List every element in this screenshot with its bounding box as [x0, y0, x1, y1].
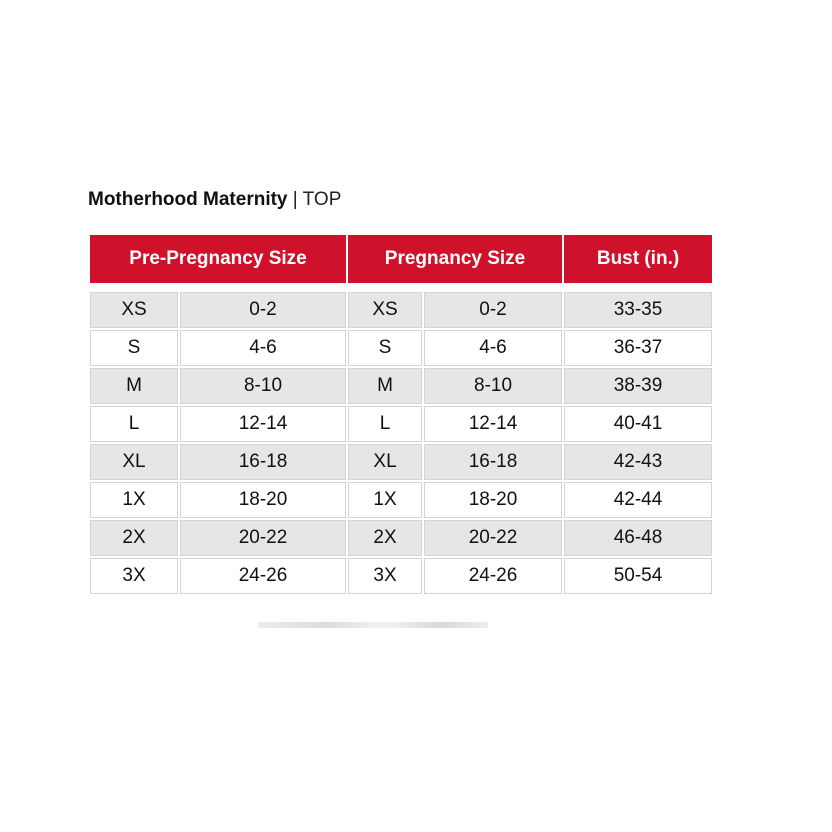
- pregnancy-size-cell: L: [348, 406, 422, 442]
- bust-cell: 42-44: [564, 482, 712, 518]
- pre-pregnancy-number-cell: 12-14: [180, 406, 346, 442]
- table-row: [90, 520, 712, 556]
- pregnancy-number-cell: 12-14: [424, 406, 562, 442]
- pregnancy-size-cell: S: [348, 330, 422, 366]
- pregnancy-size-cell: 3X: [348, 558, 422, 594]
- pre-pregnancy-number-cell: 20-22: [180, 520, 346, 556]
- table-row: [90, 444, 712, 480]
- table-row: [90, 406, 712, 442]
- pre-pregnancy-number-cell: 8-10: [180, 368, 346, 404]
- bust-cell: 38-39: [564, 368, 712, 404]
- header-row: [90, 235, 712, 283]
- pre-pregnancy-number-cell: 18-20: [180, 482, 346, 518]
- bust-cell: 42-43: [564, 444, 712, 480]
- pre-pregnancy-size-cell: L: [90, 406, 178, 442]
- pre-pregnancy-size-cell: 2X: [90, 520, 178, 556]
- header-pre-pregnancy-size: Pre-Pregnancy Size: [90, 235, 346, 283]
- pregnancy-number-cell: 24-26: [424, 558, 562, 594]
- pregnancy-number-cell: 16-18: [424, 444, 562, 480]
- pre-pregnancy-number-cell: 0-2: [180, 292, 346, 328]
- pregnancy-size-cell: XS: [348, 292, 422, 328]
- pre-pregnancy-size-cell: XL: [90, 444, 178, 480]
- pre-pregnancy-size-cell: S: [90, 330, 178, 366]
- pregnancy-number-cell: 20-22: [424, 520, 562, 556]
- pre-pregnancy-size-cell: 1X: [90, 482, 178, 518]
- pregnancy-size-cell: 2X: [348, 520, 422, 556]
- pre-pregnancy-number-cell: 4-6: [180, 330, 346, 366]
- pregnancy-number-cell: 4-6: [424, 330, 562, 366]
- pregnancy-number-cell: 18-20: [424, 482, 562, 518]
- bust-cell: 46-48: [564, 520, 712, 556]
- table-row: [90, 558, 712, 594]
- header-bust: Bust (in.): [564, 235, 712, 283]
- header-gap: [90, 285, 712, 290]
- pregnancy-size-cell: M: [348, 368, 422, 404]
- table-row: [90, 330, 712, 366]
- pregnancy-size-cell: XL: [348, 444, 422, 480]
- header-pregnancy-size: Pregnancy Size: [348, 235, 562, 283]
- bust-cell: 36-37: [564, 330, 712, 366]
- title-separator: |: [292, 189, 298, 210]
- table-row: [90, 482, 712, 518]
- pre-pregnancy-number-cell: 16-18: [180, 444, 346, 480]
- pre-pregnancy-number-cell: 24-26: [180, 558, 346, 594]
- pregnancy-number-cell: 0-2: [424, 292, 562, 328]
- pregnancy-size-cell: 1X: [348, 482, 422, 518]
- pregnancy-number-cell: 8-10: [424, 368, 562, 404]
- product-category: TOP: [302, 189, 342, 210]
- pre-pregnancy-size-cell: 3X: [90, 558, 178, 594]
- table-row: [90, 368, 712, 404]
- pre-pregnancy-size-cell: M: [90, 368, 178, 404]
- brand-name: Motherhood Maternity: [88, 189, 288, 210]
- bust-cell: 33-35: [564, 292, 712, 328]
- table-row: [90, 292, 712, 328]
- bust-cell: 40-41: [564, 406, 712, 442]
- bust-cell: 50-54: [564, 558, 712, 594]
- chart-title: [88, 188, 341, 212]
- product-image-edge: [258, 622, 488, 628]
- pre-pregnancy-size-cell: XS: [90, 292, 178, 328]
- size-chart-table: [88, 233, 714, 596]
